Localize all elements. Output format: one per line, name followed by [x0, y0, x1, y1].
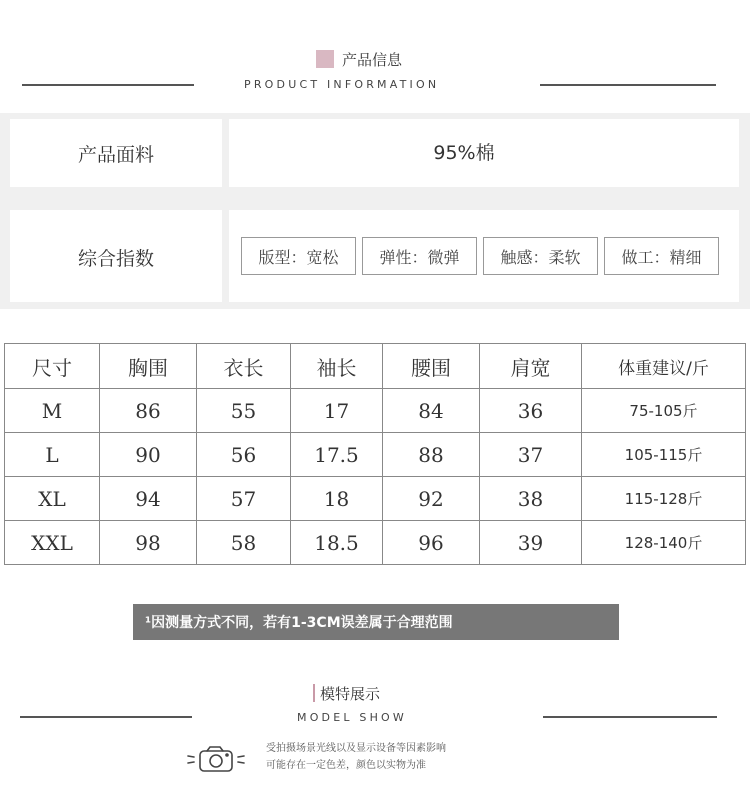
measurement-note: ¹因测量方式不同，若有1-3CM误差属于合理范围 — [133, 604, 619, 640]
cell-size: M — [5, 389, 100, 433]
footer-note-line2: 可能存在一定色差，颜色以实物为准 — [266, 760, 426, 771]
cell-chest: 86 — [100, 389, 197, 433]
tag-elasticity: 弹性：微弹 — [362, 237, 477, 275]
cell-length: 58 — [197, 521, 291, 565]
cell-weight: 115-128斤 — [582, 477, 746, 521]
header-chest: 胸围 — [100, 344, 197, 389]
header-length: 衣长 — [197, 344, 291, 389]
cell-size: XXL — [5, 521, 100, 565]
table-row — [5, 477, 746, 521]
cell-shoulder: 37 — [480, 433, 582, 477]
header-size: 尺寸 — [5, 344, 100, 389]
index-label: 综合指数 — [77, 248, 154, 270]
model-show-title: 模特展示 — [320, 685, 381, 703]
table-row — [5, 521, 746, 565]
cell-shoulder: 38 — [480, 477, 582, 521]
model-line-right — [543, 716, 717, 718]
product-info-subtitle: PRODUCT INFORMATION — [244, 78, 440, 91]
tag-touch: 触感：柔软 — [483, 237, 598, 275]
header-weight: 体重建议/斤 — [582, 344, 746, 389]
model-show-subtitle: MODEL SHOW — [297, 711, 407, 724]
cell-sleeve: 17.5 — [291, 433, 383, 477]
cell-waist: 84 — [383, 389, 480, 433]
cell-size: L — [5, 433, 100, 477]
cell-sleeve: 18.5 — [291, 521, 383, 565]
cell-chest: 90 — [100, 433, 197, 477]
header-color-swatch — [316, 50, 334, 68]
cell-length: 55 — [197, 389, 291, 433]
cell-waist: 96 — [383, 521, 480, 565]
cell-weight: 128-140斤 — [582, 521, 746, 565]
cell-chest: 94 — [100, 477, 197, 521]
cell-waist: 88 — [383, 433, 480, 477]
cell-chest: 98 — [100, 521, 197, 565]
cell-length: 56 — [197, 433, 291, 477]
header-shoulder: 肩宽 — [480, 344, 582, 389]
header-waist: 腰围 — [383, 344, 480, 389]
tag-fit: 版型：宽松 — [241, 237, 356, 275]
camera-icon — [186, 744, 246, 774]
cell-sleeve: 17 — [291, 389, 383, 433]
product-info-title: 产品信息 — [342, 51, 403, 69]
cell-length: 57 — [197, 477, 291, 521]
table-row — [5, 433, 746, 477]
header-sleeve: 袖长 — [291, 344, 383, 389]
cell-weight: 105-115斤 — [582, 433, 746, 477]
cell-size: XL — [5, 477, 100, 521]
header-line-left — [22, 84, 194, 86]
size-table-header — [5, 344, 746, 389]
header-line-right — [540, 84, 716, 86]
cell-shoulder: 36 — [480, 389, 582, 433]
tag-workmanship: 做工：精细 — [604, 237, 719, 275]
size-table — [4, 343, 746, 565]
cell-sleeve: 18 — [291, 477, 383, 521]
fabric-label: 产品面料 — [77, 144, 154, 166]
cell-waist: 92 — [383, 477, 480, 521]
table-row — [5, 389, 746, 433]
model-title-mark — [313, 684, 315, 702]
cell-shoulder: 39 — [480, 521, 582, 565]
model-line-left — [20, 716, 192, 718]
fabric-value: 95%棉 — [433, 142, 495, 164]
footer-note-line1: 受拍摄场景光线以及显示设备等因素影响 — [266, 743, 446, 754]
cell-weight: 75-105斤 — [582, 389, 746, 433]
